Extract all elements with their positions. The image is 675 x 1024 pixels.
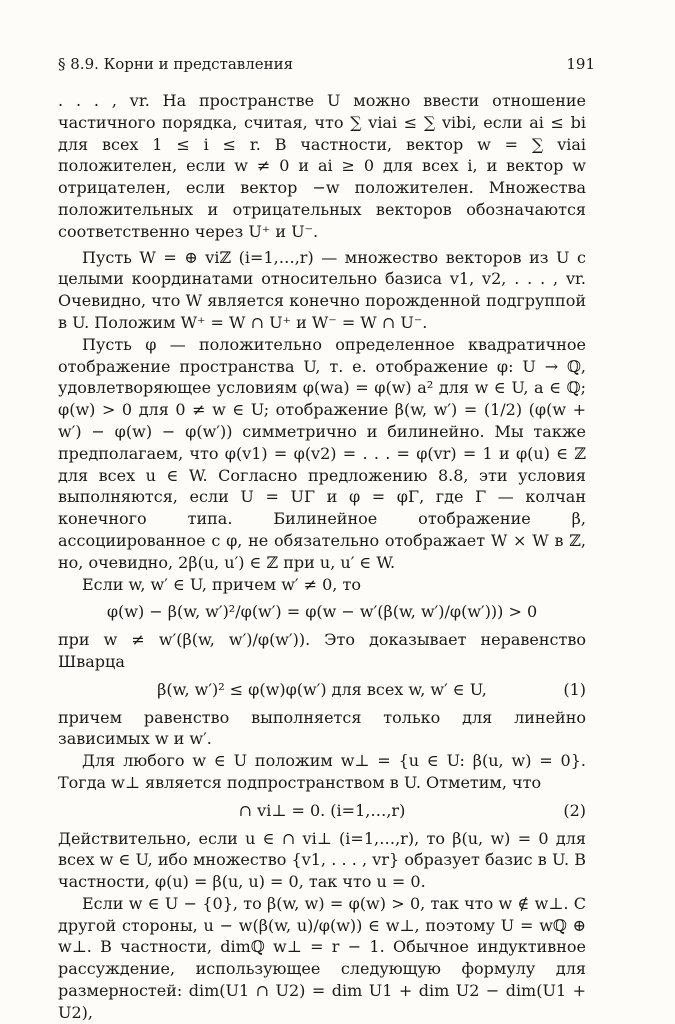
paragraph: Пусть φ — положительно определенное квадратичное отображение пространства U, т. е. отображение φ: U → ℚ, удовлетворяющее условиям φ(wa) = φ(w) a² для w ∈ U, a ∈ ℚ; φ(w) > 0 для 0 ≠ w ∈ U; отображение β(w, w′) = (1/2) (φ(w + w′) − φ(w) − φ(w′)) симметрично и билинейно. Мы также предполагаем, что φ(v1) = φ(v2) = . . . = φ(vr) = 1 и φ(u) ∈ ℤ для всех u ∈ W. Согласно предложению 8.8, эти условия выполняются, если U = UΓ и φ = φΓ, где Γ — колчан конечного типа. Билинейное отображение β, ассоциированное с φ, не обязательно отображает W × W в ℤ, но, очевидно, 2β(u, u′) ∈ ℤ при u, u′ ∈ W. (58, 334, 586, 572)
body-text (58, 90, 586, 1024)
paragraph: . . . , vr. На пространстве U можно ввести отношение частичного порядка, считая, что ∑ viai ≤ ∑ vibi, если ai ≤ bi для всех 1 ≤ i ≤ r. В частности, вектор w = ∑ viai положителен, если w ≠ 0 и ai ≥ 0 для всех i, и вектор w отрицателен, если вектор −w положителен. Множества положительных и отрицательных векторов обозначаются соответственно через U⁺ и U⁻. (58, 91, 586, 241)
paragraph: Действительно, если u ∈ ∩ vi⊥ (i=1,…,r), то β(u, w) = 0 для всех w ∈ U, ибо множество {v1, . . . , vr} образует базис в U. В частности, φ(u) = β(u, u) = 0, так что u = 0. (58, 828, 586, 892)
paragraph: при w ≠ w′(β(w, w′)/φ(w′)). Это доказывает неравенство Шварца (58, 630, 586, 671)
paragraph: Для любого w ∈ U положим w⊥ = {u ∈ U: β(u, w) = 0}. Тогда w⊥ является подпространством в U. Отметим, что (58, 751, 586, 792)
paragraph: Если w, w′ ∈ U, причем w′ ≠ 0, то (82, 574, 361, 594)
section-title: § 8.9. Корни и представления (58, 55, 294, 73)
formula-intersection (58, 800, 586, 822)
running-head (58, 55, 595, 73)
paragraph: причем равенство выполняется только для линейно зависимых w и w′. (58, 707, 586, 749)
paragraph: Пусть W = ⊕ viℤ (i=1,…,r) — множество векторов из U с целыми координатами относительно базиса v1, v2, . . . , vr. Очевидно, что W является конечно порожденной подгруппой в U. Положим W⁺ = W ∩ U⁺ и W⁻ = W ∩ U⁻. (58, 247, 587, 332)
formula-schwarz (58, 679, 586, 701)
formula-text: φ(w) − β(w, w′)²/φ(w′) = φ(w − w′(β(w, w′)/φ(w′))) > 0 (106, 602, 538, 622)
equation-number: (1) (563, 679, 586, 699)
equation-number: (2) (563, 800, 586, 820)
formula-text: ∩ vi⊥ = 0. (i=1,…,r) (238, 800, 406, 820)
formula (58, 601, 586, 623)
paragraph: Если w ∈ U − {0}, то β(w, w) = φ(w) > 0, так что w ∉ w⊥. С другой стороны, u − w(β(w, u)/φ(w)) ∈ w⊥, поэтому U = wℚ ⊕ w⊥. В частности, dimℚ w⊥ = r − 1. Обычное индуктивное рассуждение, использующее следующую формулу для размерностей: dim(U1 ∩ U2) = dim U1 + dim U2 − dim(U1 + U2), (58, 893, 586, 1022)
formula-text: β(w, w′)² ≤ φ(w)φ(w′) для всех w, w′ ∈ U, (157, 679, 487, 699)
page-number: 191 (566, 55, 595, 73)
